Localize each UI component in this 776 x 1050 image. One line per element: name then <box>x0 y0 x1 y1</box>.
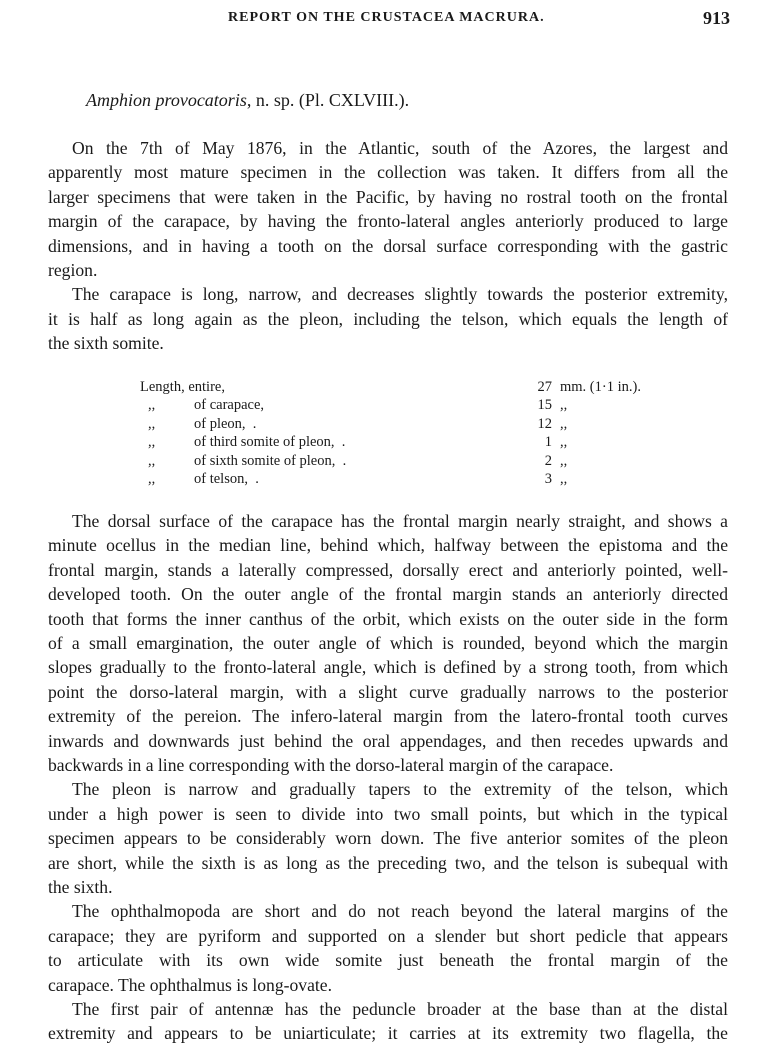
paragraph <box>48 997 728 1046</box>
text-line: The ophthalmopoda are short and do not reach beyond the lateral margins of the <box>72 901 728 922</box>
text-line: carapace; they are pyriform and supported on a slender but short pedicle that appears <box>48 925 728 946</box>
text-line: point the dorso-lateral margin, with a slight curve gradually narrows to the posterior <box>48 681 728 702</box>
row-label: of telson, . <box>194 471 259 488</box>
text-line: specimen appears to be considerably worn down. The five anterior somites of the pleon <box>48 828 728 849</box>
text-line: it is half as long again as the pleon, including the telson, which equals the length of <box>48 308 728 329</box>
page-number: 913 <box>703 8 730 28</box>
text-line: carapace. The ophthalmus is long-ovate. <box>48 974 333 995</box>
text-line: backwards in a line corresponding with the dorso-lateral margin of the carapace. <box>48 754 614 775</box>
table-row <box>140 396 728 415</box>
row-value: 1 <box>544 434 552 451</box>
text-line: extremity of the pereion. The infero-lateral margin from the latero-frontal tooth curves <box>48 706 728 727</box>
paragraph <box>48 777 728 899</box>
text-line: tooth that forms the inner canthus of the orbit, which exists on the outer side in the form <box>48 608 728 629</box>
text-line: inwards and downwards just behind the oral appendages, and then recedes upwards and <box>48 730 728 751</box>
row-value: 12 <box>537 415 552 432</box>
paragraphs-after-table <box>48 509 728 1046</box>
row-unit: ,, <box>560 452 568 469</box>
text-line: to articulate with its own wide somite just beneath the frontal margin of the <box>48 950 728 971</box>
species-heading <box>48 86 728 114</box>
ditto-mark: ,, <box>148 397 156 414</box>
row-label: Length, entire, <box>140 378 225 395</box>
running-header <box>0 10 776 34</box>
table-row <box>140 378 728 397</box>
text-line: region. <box>48 259 98 280</box>
ditto-mark: ,, <box>148 415 156 432</box>
row-label: of pleon, . <box>194 415 257 432</box>
text-line: the sixth. <box>48 876 113 897</box>
row-unit: ,, <box>560 415 568 432</box>
ditto-mark: ,, <box>148 452 156 469</box>
text-line: slopes gradually to the fronto-lateral angle, which is defined by a strong tooth, from which <box>48 657 728 678</box>
ditto-mark: ,, <box>148 471 156 488</box>
row-unit: ,, <box>560 397 568 414</box>
row-value: 2 <box>544 452 552 469</box>
row-label: of carapace, <box>194 397 265 414</box>
measurements-table <box>140 378 728 490</box>
text-line: margin of the carapace, by having the fronto-lateral angles anteriorly produced to large <box>48 211 728 232</box>
text-line: developed tooth. On the outer angle of the frontal margin stands an anteriorly directed <box>48 584 728 605</box>
text-line: dimensions, and in having a tooth on the dorsal surface corresponding with the gastric <box>48 235 728 256</box>
paragraph <box>48 899 728 997</box>
row-label: of sixth somite of pleon, . <box>194 452 347 469</box>
row-value: 27 <box>537 378 552 395</box>
ditto-mark: ,, <box>148 434 156 451</box>
species-name: Amphion provocatoris <box>86 90 247 110</box>
running-title: REPORT ON THE CRUSTACEA MACRURA. <box>228 10 545 25</box>
row-unit: ,, <box>560 434 568 451</box>
text-line: of a small emargination, the outer angle of which is rounded, beyond which the margin <box>48 633 728 654</box>
text-line: The dorsal surface of the carapace has the frontal margin nearly straight, and shows a <box>72 511 728 532</box>
row-unit: ,, <box>560 471 568 488</box>
body-text <box>48 86 728 1046</box>
row-label: of third somite of pleon, . <box>194 434 346 451</box>
text-line: The pleon is narrow and gradually tapers to the extremity of the telson, which <box>72 779 728 800</box>
table-row <box>140 470 728 489</box>
table-row <box>140 415 728 434</box>
text-line: are short, while the sixth is as long as the preceding two, and the telson is subequal with <box>48 852 728 873</box>
text-line: The carapace is long, narrow, and decreases slightly towards the posterior extremity, <box>72 284 728 305</box>
paragraphs-before-table <box>48 136 728 356</box>
text-line: minute ocellus in the median line, behind which, halfway between the epistoma and the <box>48 535 728 556</box>
heading-rest: , n. sp. (Pl. CXLVIII.). <box>246 90 410 110</box>
row-value: 15 <box>537 397 552 414</box>
text-line: On the 7th of May 1876, in the Atlantic, south of the Azores, the largest and <box>72 138 728 158</box>
text-line: extremity and appears to be uniarticulate; it carries at its extremity two flagella, the <box>48 1023 728 1044</box>
paragraph <box>48 509 728 777</box>
text-line: the sixth somite. <box>48 333 164 354</box>
paragraph <box>48 282 728 355</box>
paragraph <box>48 136 728 282</box>
row-value: 3 <box>544 471 552 488</box>
text-line: under a high power is seen to divide into two small points, but which in the typical <box>48 803 728 824</box>
table-row <box>140 433 728 452</box>
text-line: apparently most mature specimen in the collection was taken. It differs from all the <box>48 162 728 183</box>
text-line: frontal margin, stands a laterally compressed, dorsally erect and anteriorly pointed, well- <box>48 559 728 580</box>
table-row <box>140 452 728 471</box>
text-line: larger specimens that were taken in the Pacific, by having no rostral tooth on the frontal <box>48 186 728 207</box>
row-unit: mm. (1·1 in.). <box>560 378 641 395</box>
text-line: The first pair of antennæ has the peduncle broader at the base than at the distal <box>72 998 728 1019</box>
